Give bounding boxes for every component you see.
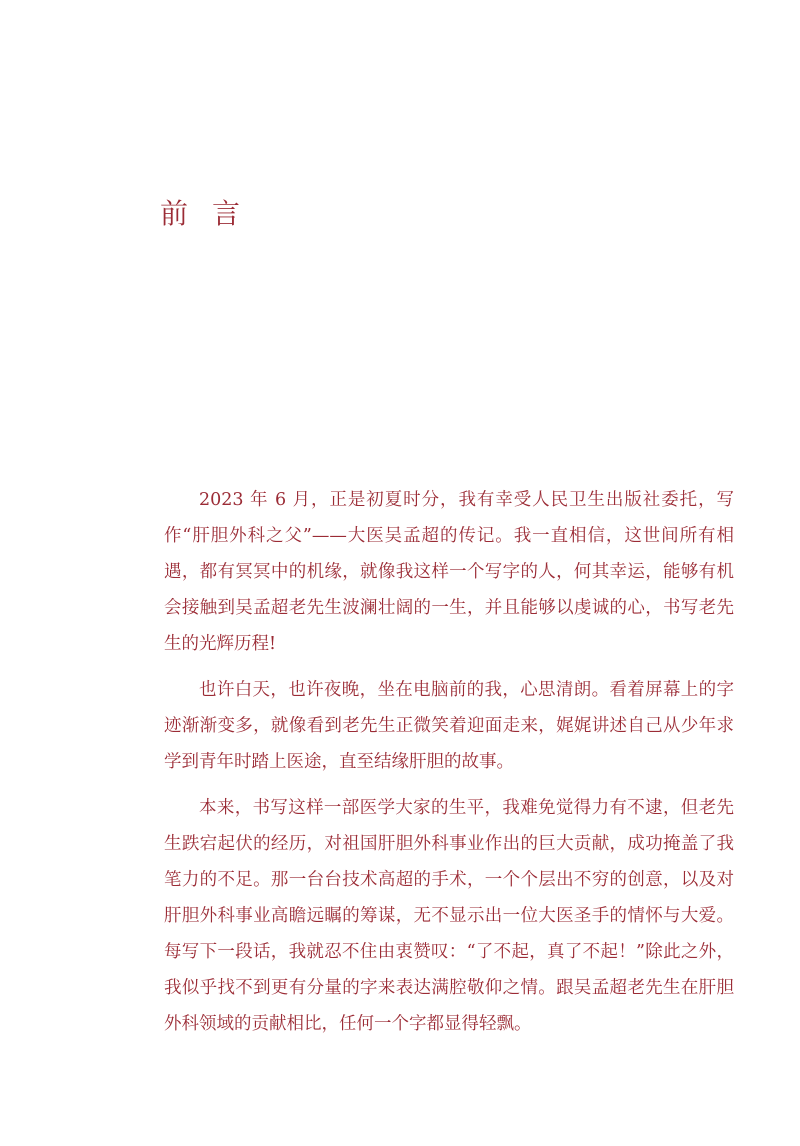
- body-text: [164, 482, 734, 1052]
- page-title: 前言: [160, 197, 265, 230]
- paragraph: 也许白天，也许夜晚，坐在电脑前的我，心思清朗。看着屏幕上的字迹渐渐变多，就像看到老先生正微笑着迎面走来，娓娓讲述自己从少年求学到青年时踏上医途，直至结缘肝胆的故事。: [164, 680, 734, 772]
- paragraph: 本来，书写这样一部医学大家的生平，我难免觉得力有不逮，但老先生跌宕起伏的经历，对祖国肝胆外科事业作出的巨大贡献，成功掩盖了我笔力的不足。那一台台技术高超的手术，一个个层出不穷的创意，以及对肝胆外科事业高瞻远瞩的筹谋，无不显示出一位大医圣手的情怀与大爱。每写下一段话，我就忍不住由衷赞叹：“了不起，真了不起！”除此之外，我似乎找不到更有分量的字来表达满腔敬仰之情。跟吴孟超老先生在肝胆外科领域的贡献相比，任何一个字都显得轻飘。: [164, 798, 734, 1034]
- paragraph: 2023 年 6 月，正是初夏时分，我有幸受人民卫生出版社委托，写作“肝胆外科之父”——大医吴孟超的传记。我一直相信，这世间所有相遇，都有冥冥中的机缘，就像我这样一个写字的人，何其幸运，能够有机会接触到吴孟超老先生波澜壮阔的一生，并且能够以虔诚的心，书写老先生的光辉历程!: [164, 490, 734, 654]
